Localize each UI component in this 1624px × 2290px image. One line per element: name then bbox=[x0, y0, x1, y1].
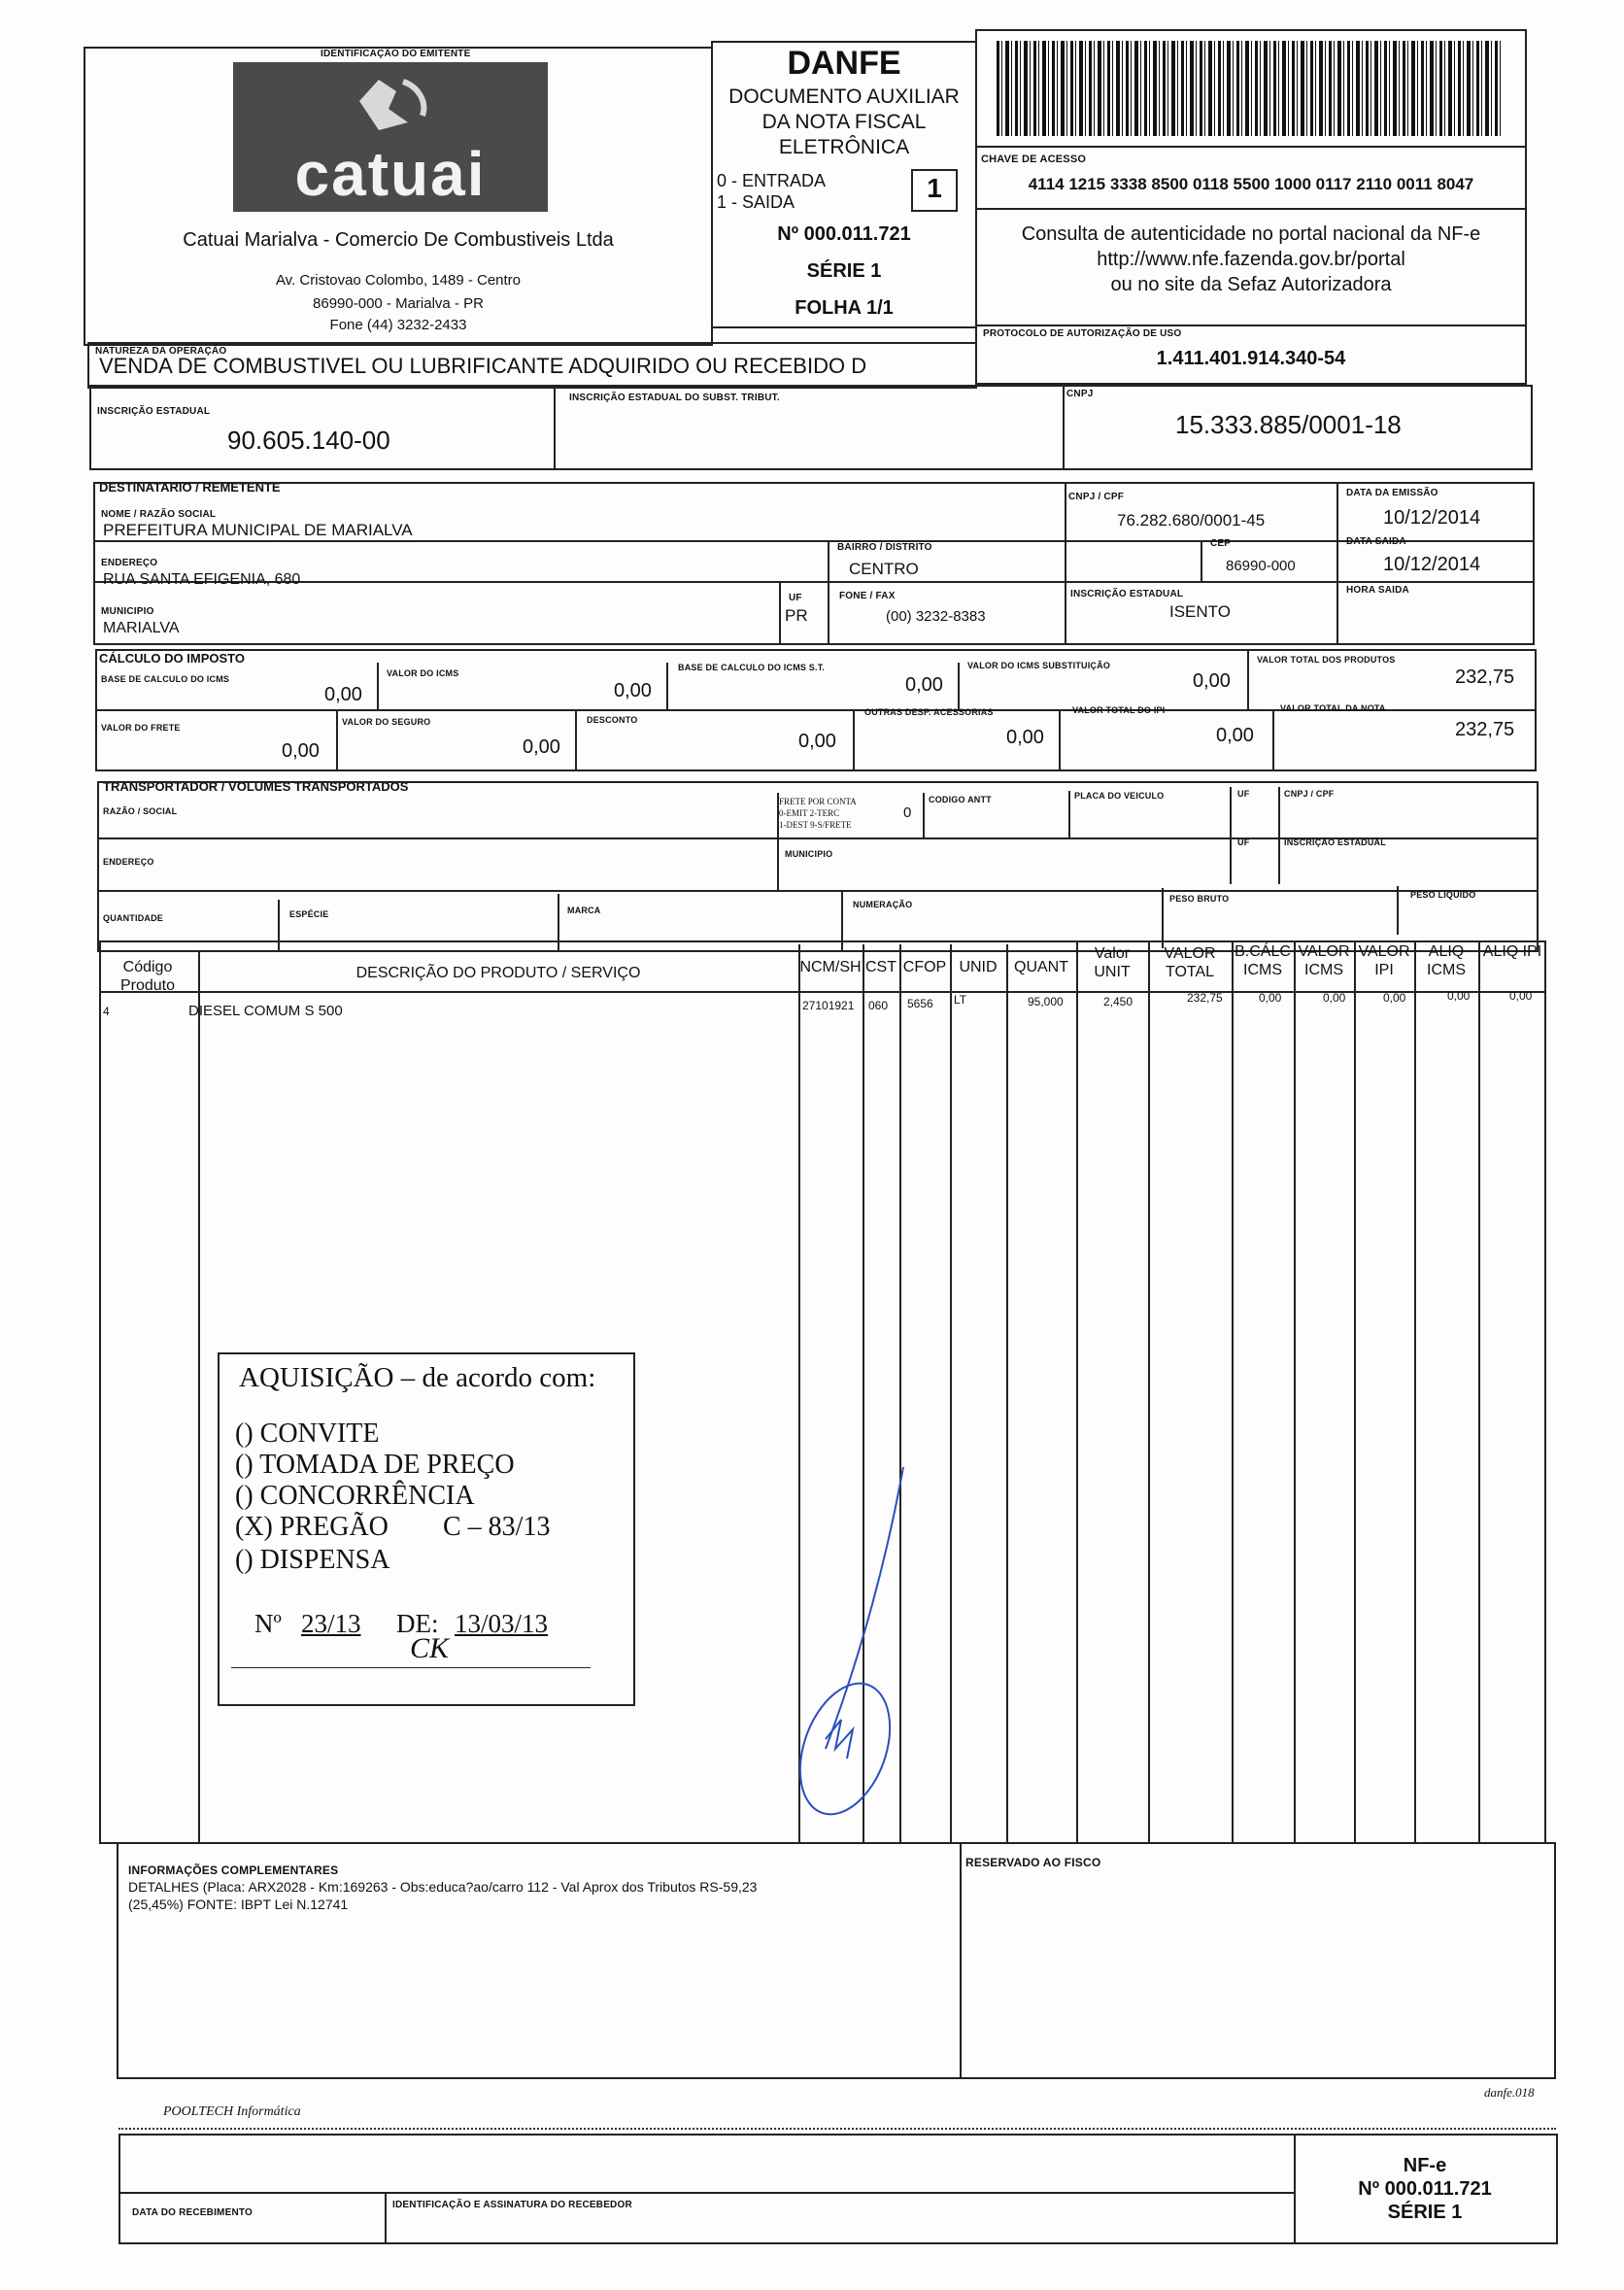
transp-placa-label: PLACA DO VEICULO bbox=[1074, 791, 1165, 801]
transportador-section-title: TRANSPORTADOR / VOLUMES TRANSPORTADOS bbox=[103, 779, 409, 794]
dest-endereco-label: ENDEREÇO bbox=[101, 558, 158, 568]
row-codigo: 4 bbox=[103, 1005, 110, 1018]
data-recebimento-label: DATA DO RECEBIMENTO bbox=[132, 2207, 253, 2218]
outras-label: OUTRAS DESP. ACESSORIAS bbox=[864, 707, 994, 717]
dest-cnpj: 76.282.680/0001-45 bbox=[1117, 511, 1266, 530]
row-cst: 060 bbox=[868, 999, 889, 1012]
bc-st-value: 0,00 bbox=[905, 674, 943, 696]
transp-quantidade-label: QUANTIDADE bbox=[103, 913, 163, 923]
transp-razao-label: RAZÃO / SOCIAL bbox=[103, 806, 178, 816]
emitente-header-label: IDENTIFICAÇÃO DO EMITENTE bbox=[321, 49, 471, 59]
protocolo-label: PROTOCOLO DE AUTORIZAÇÃO DE USO bbox=[983, 328, 1182, 339]
row-valor-unit: 2,450 bbox=[1103, 995, 1133, 1008]
chave-label: CHAVE DE ACESSO bbox=[981, 154, 1087, 165]
danfe-serie: SÉRIE 1 bbox=[806, 260, 882, 282]
transp-antt-label: CODIGO ANTT bbox=[929, 795, 992, 804]
col-unid: UNID bbox=[959, 959, 998, 975]
transp-uf-label: UF bbox=[1237, 789, 1250, 799]
desconto-label: DESCONTO bbox=[587, 715, 638, 725]
stamp-opt4: (X) PREGÃO bbox=[235, 1512, 389, 1542]
transp-frete-line3: 1-DEST 9-S/FRETE bbox=[779, 820, 852, 830]
transp-ie-label: INSCRIÇÃO ESTADUAL bbox=[1284, 837, 1386, 847]
emitente-phone: Fone (44) 3232-2433 bbox=[329, 317, 467, 333]
col-cst: CST bbox=[865, 959, 897, 975]
destinatario-box bbox=[93, 482, 1535, 645]
row-descricao: DIESEL COMUM S 500 bbox=[188, 1003, 343, 1019]
dest-fone: (00) 3232-8383 bbox=[886, 608, 986, 625]
transp-numeracao-label: NUMERAÇÃO bbox=[853, 900, 913, 909]
col-descricao: DESCRIÇÃO DO PRODUTO / SERVIÇO bbox=[355, 965, 641, 981]
ie-st-label: INSCRIÇÃO ESTADUAL DO SUBST. TRIBUT. bbox=[569, 393, 780, 403]
transp-peso-liquido-label: PESO LIQUIDO bbox=[1410, 890, 1476, 900]
seguro-value: 0,00 bbox=[523, 736, 560, 758]
consulta-line1: Consulta de autenticidade no portal nacional da NF-e bbox=[1021, 223, 1481, 245]
stamp-data-prefix: DE: bbox=[396, 1609, 439, 1638]
seguro-label: VALOR DO SEGURO bbox=[342, 717, 431, 727]
row-valor-total: 232,75 bbox=[1187, 991, 1223, 1005]
danfe-numero: Nº 000.011.721 bbox=[777, 223, 911, 245]
transp-frete-value: 0 bbox=[903, 804, 912, 821]
info-line2: (25,45%) FONTE: IBPT Lei N.12741 bbox=[128, 1897, 349, 1912]
danfe-subtitle2: DA NOTA FISCAL bbox=[761, 111, 927, 133]
dest-ie: ISENTO bbox=[1169, 602, 1231, 621]
cnpj-label: CNPJ bbox=[1066, 389, 1094, 399]
transp-cnpj-label: CNPJ / CPF bbox=[1284, 789, 1335, 799]
icms-label: VALOR DO ICMS bbox=[387, 668, 459, 678]
dest-cep-label: CEP bbox=[1210, 538, 1232, 549]
col-valor-unit: Valor UNIT bbox=[1094, 945, 1131, 980]
row-valor-ipi: 0,00 bbox=[1383, 991, 1406, 1005]
software-credit: POOLTECH Informática bbox=[163, 2104, 301, 2119]
row-unid: LT bbox=[954, 993, 967, 1007]
natureza-value: VENDA DE COMBUSTIVEL OU LUBRIFICANTE ADQUIRIDO OU RECEBIDO D bbox=[99, 354, 867, 378]
canhoto-numero: Nº 000.011.721 bbox=[1358, 2178, 1492, 2200]
danfe-saida: 1 - SAIDA bbox=[717, 192, 795, 212]
row-cfop: 5656 bbox=[907, 997, 933, 1010]
dest-endereco: RUA SANTA EFIGENIA, 680 bbox=[103, 571, 301, 588]
total-produtos-label: VALOR TOTAL DOS PRODUTOS bbox=[1257, 655, 1396, 665]
dest-hora-label: HORA SAIDA bbox=[1346, 585, 1409, 596]
bc-icms-value: 0,00 bbox=[324, 684, 362, 705]
dest-uf: PR bbox=[785, 606, 808, 625]
info-line1: DETALHES (Placa: ARX2028 - Km:169263 - Obs:educa?ao/carro 112 - Val Aprox dos Tributos RS-59,23 bbox=[128, 1879, 758, 1895]
row-ncm: 27101921 bbox=[802, 999, 855, 1012]
aquisicao-stamp bbox=[218, 1352, 635, 1706]
identificacao-label: IDENTIFICAÇÃO E ASSINATURA DO RECEBEDOR bbox=[392, 2200, 632, 2210]
canhoto-serie: SÉRIE 1 bbox=[1387, 2202, 1463, 2223]
stamp-title: AQUISIÇÃO – de acordo com: bbox=[239, 1362, 596, 1393]
row-valor-icms: 0,00 bbox=[1323, 991, 1346, 1005]
col-valor-icms: VALOR ICMS bbox=[1298, 943, 1350, 978]
col-aliq-icms: ALIQ ICMS bbox=[1427, 943, 1466, 978]
stamp-opt4-code: C – 83/13 bbox=[443, 1512, 551, 1542]
destinatario-section-title: DESTINATARIO / REMETENTE bbox=[99, 480, 281, 495]
stamp-data: 13/03/13 bbox=[455, 1609, 549, 1638]
transp-frete-line1: FRETE POR CONTA bbox=[779, 797, 857, 806]
stamp-opt2: () TOMADA DE PREÇO bbox=[235, 1450, 515, 1480]
danfe-title: DANFE bbox=[787, 45, 901, 82]
danfe-tipo: 1 bbox=[927, 173, 942, 203]
transp-endereco-label: ENDEREÇO bbox=[103, 857, 154, 867]
frete-label: VALOR DO FRETE bbox=[101, 723, 181, 733]
row-aliq-icms: 0,00 bbox=[1447, 989, 1471, 1003]
dest-bairro-label: BAIRRO / DISTRITO bbox=[837, 542, 932, 553]
col-cfop: CFOP bbox=[902, 959, 947, 975]
stamp-initials: CK bbox=[410, 1632, 450, 1664]
transp-peso-bruto-label: PESO BRUTO bbox=[1169, 894, 1230, 904]
imposto-section-title: CÁLCULO DO IMPOSTO bbox=[99, 651, 245, 666]
ie-value: 90.605.140-00 bbox=[227, 426, 390, 455]
transp-frete-line2: 0-EMIT 2-TERC bbox=[779, 808, 840, 818]
consulta-line3: ou no site da Sefaz Autorizadora bbox=[1110, 274, 1392, 295]
fisco-label: RESERVADO AO FISCO bbox=[965, 1856, 1101, 1869]
dest-fone-label: FONE / FAX bbox=[839, 591, 896, 601]
company-logo bbox=[233, 62, 548, 212]
danfe-folha: FOLHA 1/1 bbox=[795, 297, 894, 319]
col-valor-total: VALOR TOTAL bbox=[1164, 945, 1216, 980]
frete-value: 0,00 bbox=[282, 740, 320, 762]
col-quant: QUANT bbox=[1014, 959, 1068, 975]
signature-icon bbox=[796, 1457, 913, 1827]
total-nota-value: 232,75 bbox=[1455, 719, 1515, 740]
col-ncm: NCM/SH bbox=[799, 959, 862, 975]
col-aliq-ipi: ALIQ IPI bbox=[1482, 943, 1542, 960]
transp-marca-label: MARCA bbox=[567, 906, 601, 915]
stamp-opt5: () DISPENSA bbox=[235, 1545, 390, 1575]
total-produtos-value: 232,75 bbox=[1455, 666, 1515, 688]
icms-value: 0,00 bbox=[614, 680, 652, 701]
row-bc-icms: 0,00 bbox=[1259, 991, 1282, 1005]
cnpj-value: 15.333.885/0001-18 bbox=[1175, 410, 1402, 439]
transportador-box bbox=[97, 781, 1539, 952]
cut-line bbox=[118, 2128, 1556, 2130]
dest-nome: PREFEITURA MUNICIPAL DE MARIALVA bbox=[103, 521, 413, 539]
dest-ie-label: INSCRIÇÃO ESTADUAL bbox=[1070, 589, 1184, 599]
danfe-entrada: 0 - ENTRADA bbox=[717, 171, 827, 190]
ipi-label: VALOR TOTAL DO IPI bbox=[1072, 705, 1166, 715]
dest-cnpj-label: CNPJ / CPF bbox=[1068, 492, 1125, 502]
form-id: danfe.018 bbox=[1484, 2085, 1535, 2100]
desconto-value: 0,00 bbox=[798, 731, 836, 752]
stamp-opt1: () CONVITE bbox=[235, 1418, 380, 1449]
col-codigo: Código Produto bbox=[119, 959, 176, 994]
ie-label: INSCRIÇÃO ESTADUAL bbox=[97, 406, 211, 417]
dest-cep: 86990-000 bbox=[1226, 558, 1296, 574]
chave-value: 4114 1215 3338 8500 0118 5500 1000 0117 2110 0011 8047 bbox=[1028, 175, 1474, 193]
logo-text: catuai bbox=[294, 139, 487, 209]
dest-bairro: CENTRO bbox=[849, 560, 919, 578]
info-box bbox=[117, 1842, 1556, 2079]
transp-uf2-label: UF bbox=[1237, 837, 1250, 847]
emitente-name: Catuai Marialva - Comercio De Combustiveis Ltda bbox=[183, 229, 614, 251]
row-aliq-ipi: 0,00 bbox=[1509, 989, 1533, 1003]
col-bc-icms: B.CÁLC ICMS bbox=[1235, 943, 1291, 978]
emitente-address2: 86990-000 - Marialva - PR bbox=[313, 295, 484, 312]
bc-st-label: BASE DE CALCULO DO ICMS S.T. bbox=[678, 663, 826, 672]
dest-saida: 10/12/2014 bbox=[1383, 554, 1481, 575]
dest-saida-label: DATA SAIDA bbox=[1346, 536, 1406, 547]
dest-emissao-label: DATA DA EMISSÃO bbox=[1346, 488, 1438, 498]
outras-value: 0,00 bbox=[1006, 727, 1044, 748]
row-quant: 95,000 bbox=[1028, 995, 1064, 1008]
dest-nome-label: NOME / RAZÃO SOCIAL bbox=[101, 509, 217, 520]
barcode bbox=[997, 41, 1502, 136]
stamp-numero: 23/13 bbox=[301, 1609, 361, 1638]
info-label: INFORMAÇÕES COMPLEMENTARES bbox=[128, 1863, 339, 1877]
ipi-value: 0,00 bbox=[1216, 725, 1254, 746]
total-nota-label: VALOR TOTAL DA NOTA bbox=[1280, 703, 1386, 713]
emitente-address1: Av. Cristovao Colombo, 1489 - Centro bbox=[275, 272, 522, 289]
icms-st-value: 0,00 bbox=[1193, 670, 1231, 692]
dest-municipio-label: MUNICIPIO bbox=[101, 606, 154, 617]
col-valor-ipi: VALOR IPI bbox=[1358, 943, 1410, 978]
canhoto-nfe: NF-e bbox=[1403, 2155, 1447, 2176]
transp-municipio-label: MUNICIPIO bbox=[785, 849, 833, 859]
dest-uf-label: UF bbox=[789, 593, 802, 603]
bc-icms-label: BASE DE CALCULO DO ICMS bbox=[101, 674, 230, 684]
danfe-subtitle1: DOCUMENTO AUXILIAR bbox=[728, 85, 960, 108]
dest-municipio: MARIALVA bbox=[103, 620, 180, 636]
icms-st-label: VALOR DO ICMS SUBSTITUIÇÃO bbox=[967, 661, 1111, 670]
protocolo-value: 1.411.401.914.340-54 bbox=[1156, 348, 1346, 369]
transp-especie-label: ESPÉCIE bbox=[289, 909, 329, 919]
consulta-line2: http://www.nfe.fazenda.gov.br/portal bbox=[1097, 249, 1405, 270]
stamp-opt3: () CONCORRÊNCIA bbox=[235, 1481, 475, 1511]
dest-emissao: 10/12/2014 bbox=[1383, 507, 1481, 529]
danfe-subtitle3: ELETRÔNICA bbox=[778, 136, 910, 158]
stamp-numero-prefix: Nº bbox=[254, 1609, 282, 1638]
natureza-label: NATUREZA DA OPERAÇÃO bbox=[95, 346, 227, 357]
